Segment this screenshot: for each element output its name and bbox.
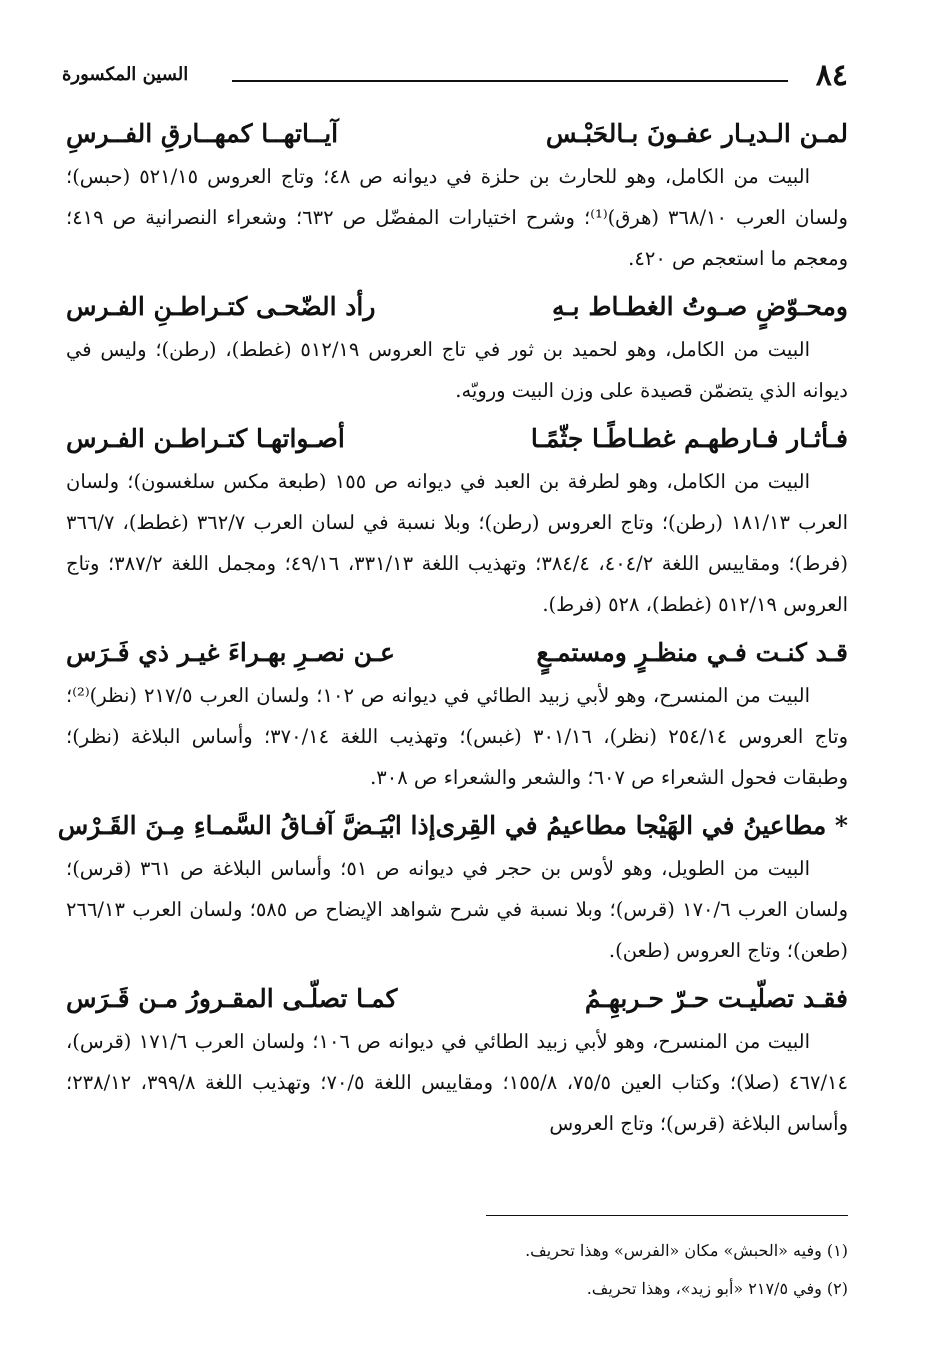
verse-entry	[66, 285, 848, 411]
verse-commentary: البيت من المنسرح، وهو لأبي زبيد الطائي في ديوانه ص ١٠٢؛ ولسان العرب ٢١٧/٥ (نظر)⁽²⁾؛ وتاج العروس ٢٥٤/١٤ (نظر)، ٣٠١/١٦ (غبس)؛ وتهذيب اللغة ٣٧٠/١٤؛ وأساس البلاغة (نظر)؛ وطبقات فحول الشعراء ص ٦٠٧؛ والشعر والشعراء ص ٣٠٨.	[66, 684, 848, 789]
hemistich-second: كمـا تصلّـى المقـرورُ مـن قَـرَس	[66, 984, 398, 1013]
verse-entry	[66, 112, 848, 279]
hemistich-first: فـأثـار فـارطهـم غطـاطًـا جثّمًـا	[530, 424, 848, 453]
hemistich-second: إذا ابْيَـضَّ آفـاقُ السَّمـاءِ مِـنَ القَـرْس	[57, 811, 436, 840]
running-title: السين المكسورة	[62, 64, 189, 85]
verse-entry	[66, 977, 848, 1144]
verse-commentary: البيت من الكامل، وهو لطرفة بن العبد في ديوانه ص ١٥٥ (طبعة مكس سلغسون)؛ ولسان العرب ١٨١/١٣ (رطن)؛ وتاج العروس (رطن)؛ وبلا نسبة في لسان العرب ٣٦٢/٧ (غطط)، ٣٦٦/٧ (فرط)؛ ومقاييس اللغة ٤٠٤/٢، ٣٨٤/٤؛ وتهذيب اللغة ٣٣١/١٣، ٤٩/١٦؛ ومجمل اللغة ٣٨٧/٢؛ وتاج العروس ٥١٢/١٩ (غطط)، ٥٢٨ (فرط).	[66, 470, 848, 616]
header-rule	[232, 80, 788, 82]
page-body	[57, 112, 848, 1144]
page-number: ٨٤	[815, 58, 848, 93]
verse-line	[66, 631, 848, 675]
footnote-separator	[486, 1215, 848, 1216]
hemistich-second: رأد الضّحـى كتـراطـنِ الفـرس	[66, 292, 376, 321]
footnotes	[148, 1232, 848, 1308]
verse-entry	[57, 804, 848, 971]
hemistich-second: عـن نصـرِ بهـراءَ غيـر ذي فَـرَس	[66, 638, 395, 667]
verse-line	[66, 977, 848, 1021]
verse-commentary: البيت من المنسرح، وهو لأبي زبيد الطائي في ديوانه ص ١٠٦؛ ولسان العرب ١٧١/٦ (قرس)، ٤٦٧/١٤ (صلا)؛ وكتاب العين ٧٥/٥، ١٥٥/٨؛ ومقاييس اللغة ٧٠/٥؛ وتهذيب اللغة ٣٩٩/٨، ٢٣٨/١٢؛ وأساس البلاغة (قرس)؛ وتاج العروس	[66, 1030, 848, 1135]
hemistich-first: * مطاعينُ في الهَيْجا مطاعيمُ في القِرى	[435, 811, 848, 840]
verse-commentary: البيت من الكامل، وهو لحميد بن ثور في تاج العروس ٥١٢/١٩ (غطط)، (رطن)؛ وليس في ديوانه الذي يتضمّن قصيدة على وزن البيت ورويّه.	[66, 338, 848, 402]
verse-commentary: البيت من الطويل، وهو لأوس بن حجر في ديوانه ص ٥١؛ وأساس البلاغة ص ٣٦١ (قرس)؛ ولسان العرب ١٧٠/٦ (قرس)؛ وبلا نسبة في شرح شواهد الإيضاح ص ٥٨٥؛ ولسان العرب ٢٦٦/١٣ (طعن)؛ وتاج العروس (طعن).	[66, 857, 848, 962]
hemistich-second: أصـواتهـا كتـراطـن الفـرس	[66, 424, 345, 453]
hemistich-first: قـد كنـت فـي منظـرٍ ومستمـعٍ	[536, 638, 848, 667]
hemistich-first: ومحـوّضٍ صـوتُ الغطـاط بـهِ	[551, 292, 848, 321]
verse-line	[66, 417, 848, 461]
verse-line	[66, 112, 848, 156]
hemistich-first: لمـن الـديـار عفـونَ بـالحَبْـس	[545, 119, 848, 148]
hemistich-first: فقـد تصلّيـت حـرّ حـربهِـمُ	[584, 984, 848, 1013]
footnote-1: (١) وفيه «الحبش» مكان «الفرس» وهذا تحريف.	[525, 1241, 848, 1260]
verse-line	[57, 804, 848, 848]
verse-entry	[66, 417, 848, 625]
footnote-2: (٢) وفي ٢١٧/٥ «أبو زيد»، وهذا تحريف.	[586, 1279, 848, 1298]
verse-line	[66, 285, 848, 329]
verse-entry	[66, 631, 848, 798]
page-header	[62, 58, 848, 98]
verse-commentary: البيت من الكامل، وهو للحارث بن حلزة في ديوانه ص ٤٨؛ وتاج العروس ٥٢١/١٥ (حبس)؛ ولسان العرب ٣٦٨/١٠ (هرق)⁽¹⁾؛ وشرح اختيارات المفضّل ص ٦٣٢؛ وشعراء النصرانية ص ٤١٩؛ ومعجم ما استعجم ص ٤٢٠.	[66, 165, 848, 270]
hemistich-second: آيــاتهــا كمهــارقِ الفــرسِ	[66, 119, 339, 148]
